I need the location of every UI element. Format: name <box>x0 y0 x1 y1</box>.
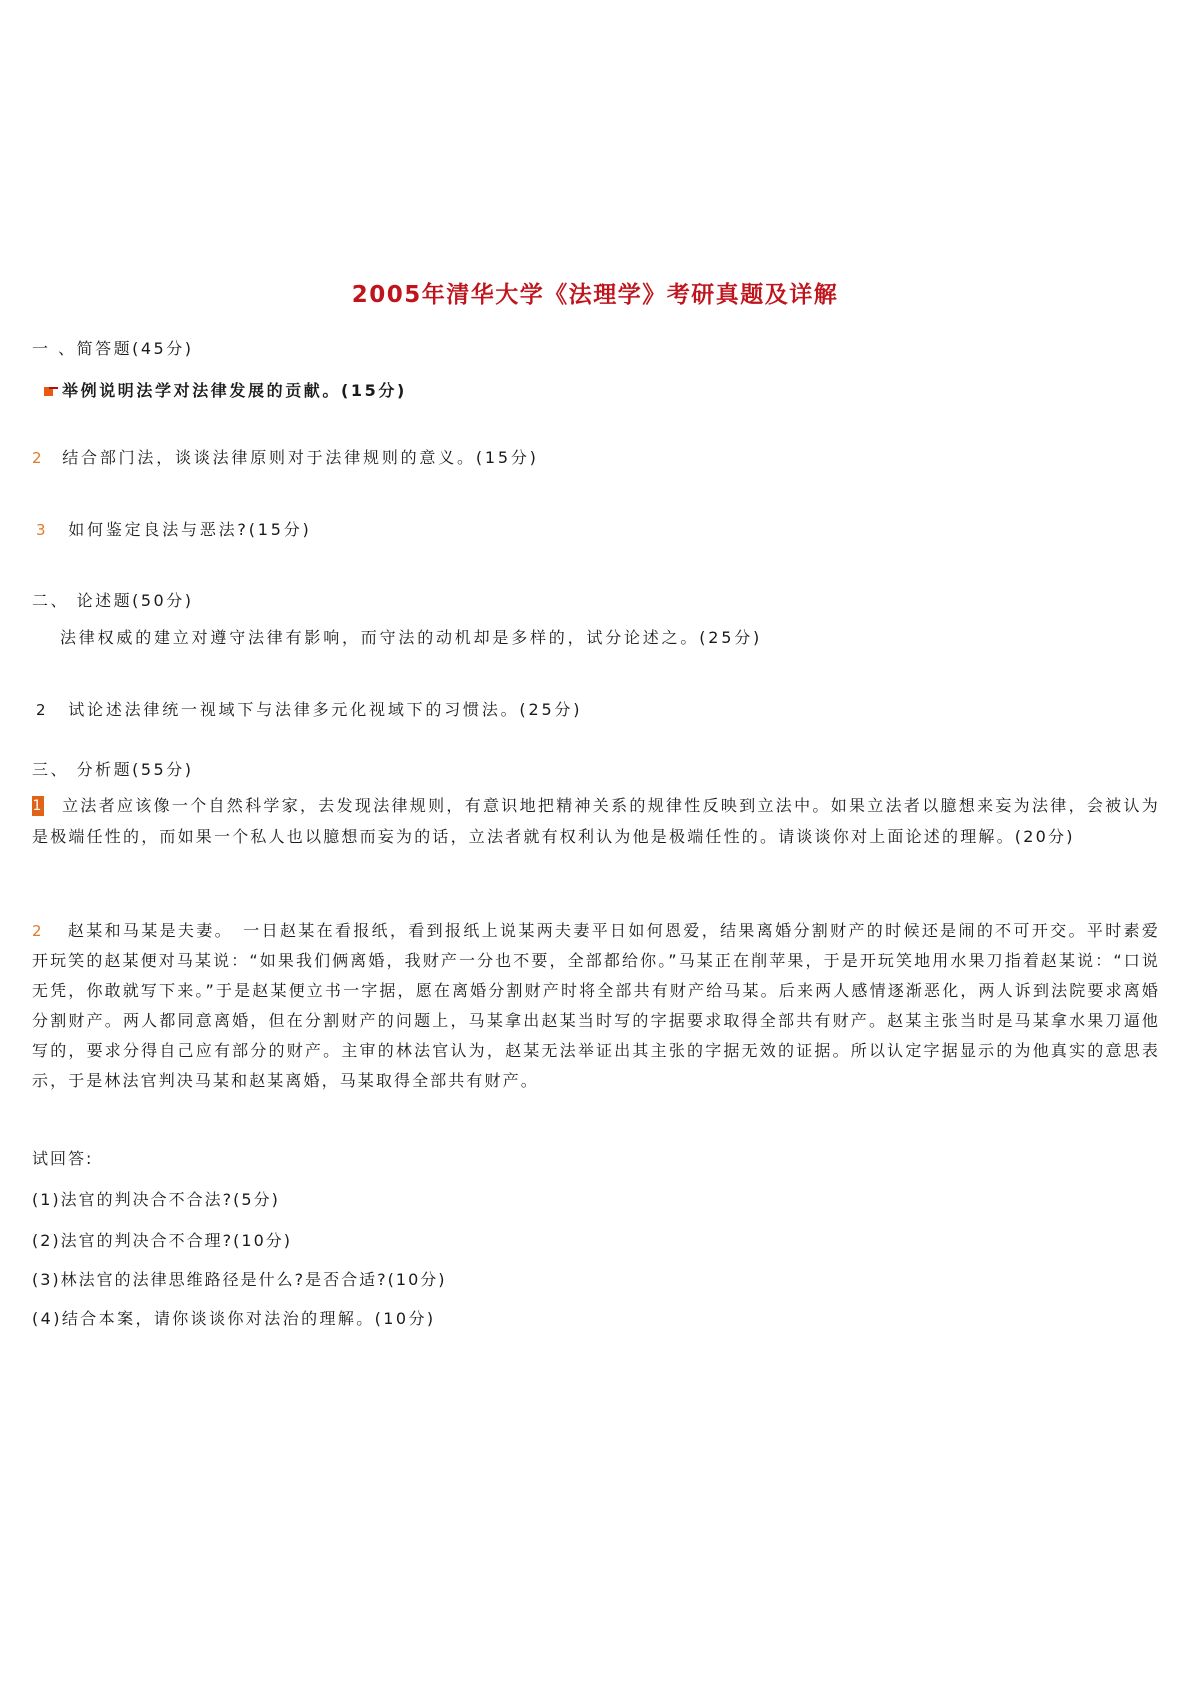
bullet-icon <box>44 383 58 397</box>
sub-question-3: (3)林法官的法律思维路径是什么?是否合适?(10分) <box>32 1270 447 1289</box>
question-text: 结合部门法，谈谈法律原则对于法律规则的意义。(15分) <box>62 448 539 467</box>
question-text: 试论述法律统一视域下与法律多元化视域下的习惯法。(25分) <box>68 700 583 719</box>
question-number-box: 1 <box>32 798 44 814</box>
sub-question-2: (2)法官的判决合不合理?(10分) <box>32 1231 293 1250</box>
question-text: 举例说明法学对法律发展的贡献。(15分) <box>62 381 407 400</box>
page-title: 2005年清华大学《法理学》考研真题及详解 <box>351 282 839 308</box>
question-2-1: 法律权威的建立对遵守法律有影响，而守法的动机却是多样的，试分论述之。(25分) <box>60 628 763 647</box>
question-text: 赵某和马某是夫妻。 一日赵某在看报纸，看到报纸上说某两夫妻平日如何恩爱，结果离婚分割财产的时候还是闹的不可开交。平时素爱开玩笑的赵某便对马某说：“如果我们俩离婚，我财产一分也不要，全部都给你。”马某正在削苹果，于是开玩笑地用水果刀指着赵某说：“口说无凭，你敢就写下来。”于是赵某便立书一字据，愿在离婚分割财产时将全部共有财产给马某。后来两人感情逐渐恶化，两人诉到法院要求离婚分割财产。两人都同意离婚，但在分割财产的问题上，马某拿出赵某当时写的字据要求取得全部共有财产。赵某主张当时是马某拿水果刀逼他写的，要求分得自己应有部分的财产。主审的林法官认为，赵某无法举证出其主张的字据无效的证据。所以认定字据显示的为他真实的意思表示，于是林法官判决马某和赵某离婚，马某取得全部共有财产。 <box>32 921 1160 1090</box>
question-3-2 <box>32 916 1160 1096</box>
section-1-heading: 一 、简答题(45分) <box>32 339 194 358</box>
section-3-heading: 三、 分析题(55分) <box>32 760 194 779</box>
question-1-2 <box>32 445 539 468</box>
question-number: 2 <box>32 922 44 940</box>
question-number: 2 <box>36 701 49 719</box>
question-2-2 <box>36 697 582 720</box>
question-number: 3 <box>36 521 49 539</box>
question-1-1 <box>44 378 407 401</box>
question-3-1 <box>32 790 1160 852</box>
sub-question-1: (1)法官的判决合不合法?(5分) <box>32 1190 280 1209</box>
answer-prompt: 试回答: <box>32 1149 94 1168</box>
sub-question-4: (4)结合本案，请你谈谈你对法治的理解。(10分) <box>32 1309 436 1328</box>
question-1-3 <box>36 517 312 540</box>
question-text: 立法者应该像一个自然科学家，去发现法律规则，有意识地把精神关系的规律性反映到立法中。如果立法者以臆想来妄为法律，会被认为是极端任性的，而如果一个私人也以臆想而妄为的话，立法者就有权利认为他是极端任性的。请谈谈你对上面论述的理解。(20分) <box>32 796 1160 846</box>
question-number: 2 <box>32 449 45 467</box>
question-text: 如何鉴定良法与恶法?(15分) <box>68 520 312 539</box>
section-2-heading: 二、 论述题(50分) <box>32 591 194 610</box>
